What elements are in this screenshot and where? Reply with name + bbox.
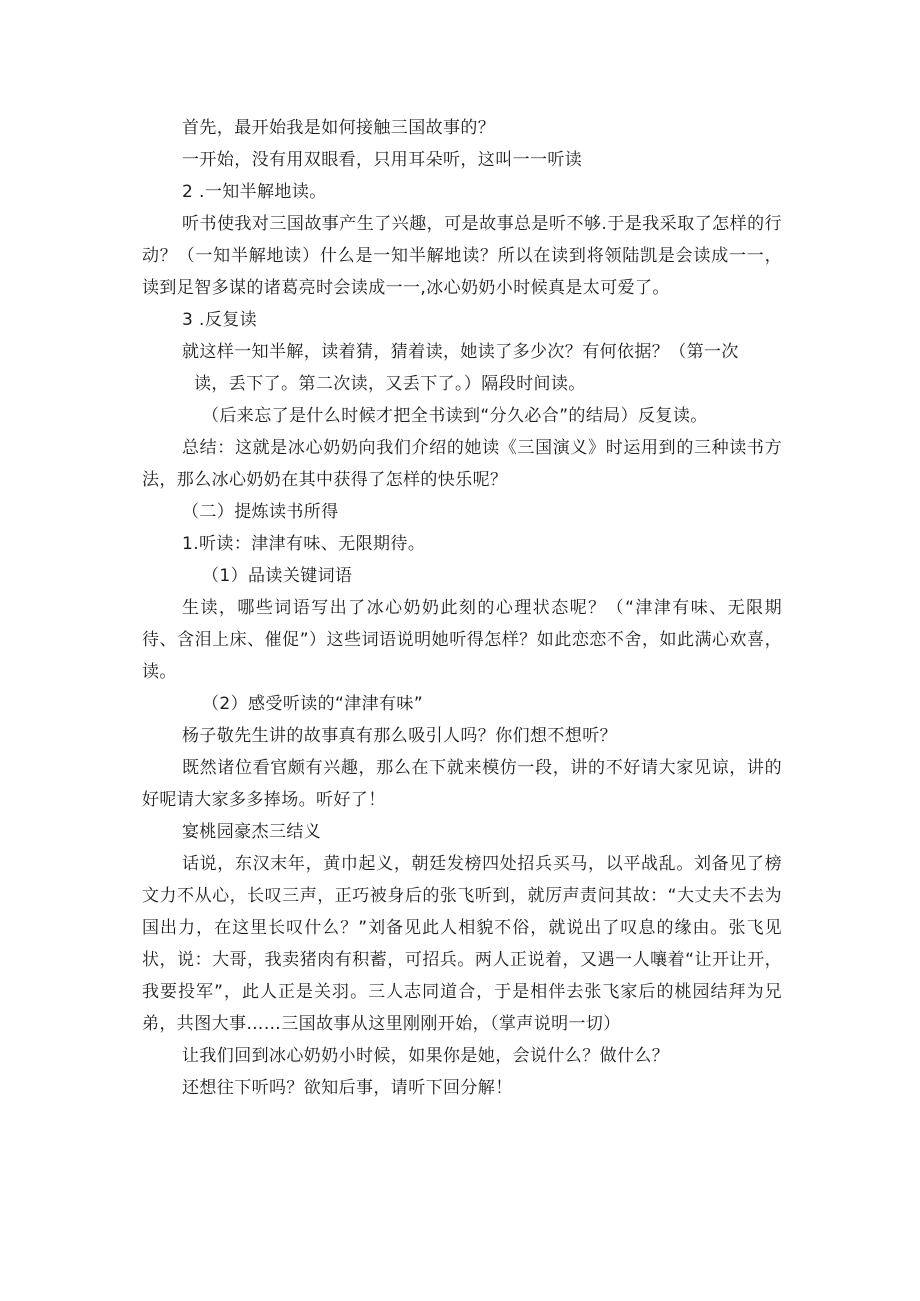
paragraph-opening-question: 首先，最开始我是如何接触三国故事的？: [182, 118, 496, 138]
heading-half-understood-reading: 2 .一知半解地读。: [182, 182, 327, 202]
paragraph-listen-reading: 一开始，没有用双眼看，只用耳朵听，这叫一一听读: [182, 150, 583, 170]
heading-repeated-reading: 3 .反复读: [182, 310, 258, 330]
heading-reading-gains: （二）提炼读书所得: [182, 502, 339, 522]
paragraph-repeated-reading-line-2: 读，丢下了。第二次读，又丢下了。）隔段时间读。: [194, 374, 586, 394]
paragraph-full-book-reading: （后来忘了是什么时候才把全书读到“分久必合”的结局）反复读。: [202, 406, 708, 426]
paragraph-repeated-reading-line-1: 就这样一知半解，读着猜，猜着读，她读了多少次？有何依据？（第一次: [182, 342, 739, 362]
heading-key-words: （1）品读关键词语: [202, 566, 353, 586]
story-title: 宴桃园豪杰三结义: [182, 822, 322, 842]
paragraph-summary: 总结：这就是冰心奶奶向我们介绍的她读《三国演义》时运用到的三种读书方法，那么冰心奶奶在其中获得了怎样的快乐呢？: [142, 438, 782, 490]
heading-listen-reading-gains: 1.听读：津津有味、无限期待。: [182, 534, 426, 554]
paragraph-story-intro: 既然诸位看官颇有兴趣，那么在下就来模仿一段，讲的不好请大家见谅，讲的好呢请大家多多捧场。听好了！: [142, 758, 782, 810]
paragraph-story-text: 话说，东汉末年，黄巾起义，朝廷发榜四处招兵买马，以平战乱。刘备见了榜文力不从心，长叹三声，正巧被身后的张飞听到，就厉声责问其故：“大丈夫不去为国出力，在这里长叹什么？”刘备见此人相貌不俗，就说出了叹息的缘由。张飞见状，说：大哥，我卖猪肉有积蓄，可招兵。两人正说着，又遇一人嚷着“让开让开，我要投军”，此人正是关羽。三人志同道合，于是相伴去张飞家后的桃园结拜为兄弟，共图大事……三国故事从这里刚刚开始，（掌声说明一切）: [142, 854, 782, 1034]
paragraph-closing: 还想往下听吗？欲知后事，请听下回分解！: [182, 1078, 513, 1098]
paragraph-repeated-reading: [142, 336, 782, 400]
paragraph-half-understood-reading: 听书使我对三国故事产生了兴趣，可是故事总是听不够.于是我采取了怎样的行动？（一知半解地读）什么是一知半解地读？所以在读到将领陆凯是会读成一一，读到足智多谋的诸葛亮时会读成一一,冰心奶奶小时候真是太可爱了。: [142, 214, 782, 298]
heading-feel-listen-reading: （2）感受听读的“津津有味”: [202, 694, 424, 714]
paragraph-story-question: 杨子敬先生讲的故事真有那么吸引人吗？你们想不想听？: [182, 726, 617, 746]
document-body: [142, 112, 782, 1104]
paragraph-return-question: 让我们回到冰心奶奶小时候，如果你是她，会说什么？做什么？: [182, 1046, 670, 1066]
paragraph-key-words: 生读，哪些词语写出了冰心奶奶此刻的心理状态呢？（“津津有味、无限期待、含泪上床、催促”）这些词语说明她听得怎样？如此恋恋不舍，如此满心欢喜，读。: [142, 598, 782, 682]
